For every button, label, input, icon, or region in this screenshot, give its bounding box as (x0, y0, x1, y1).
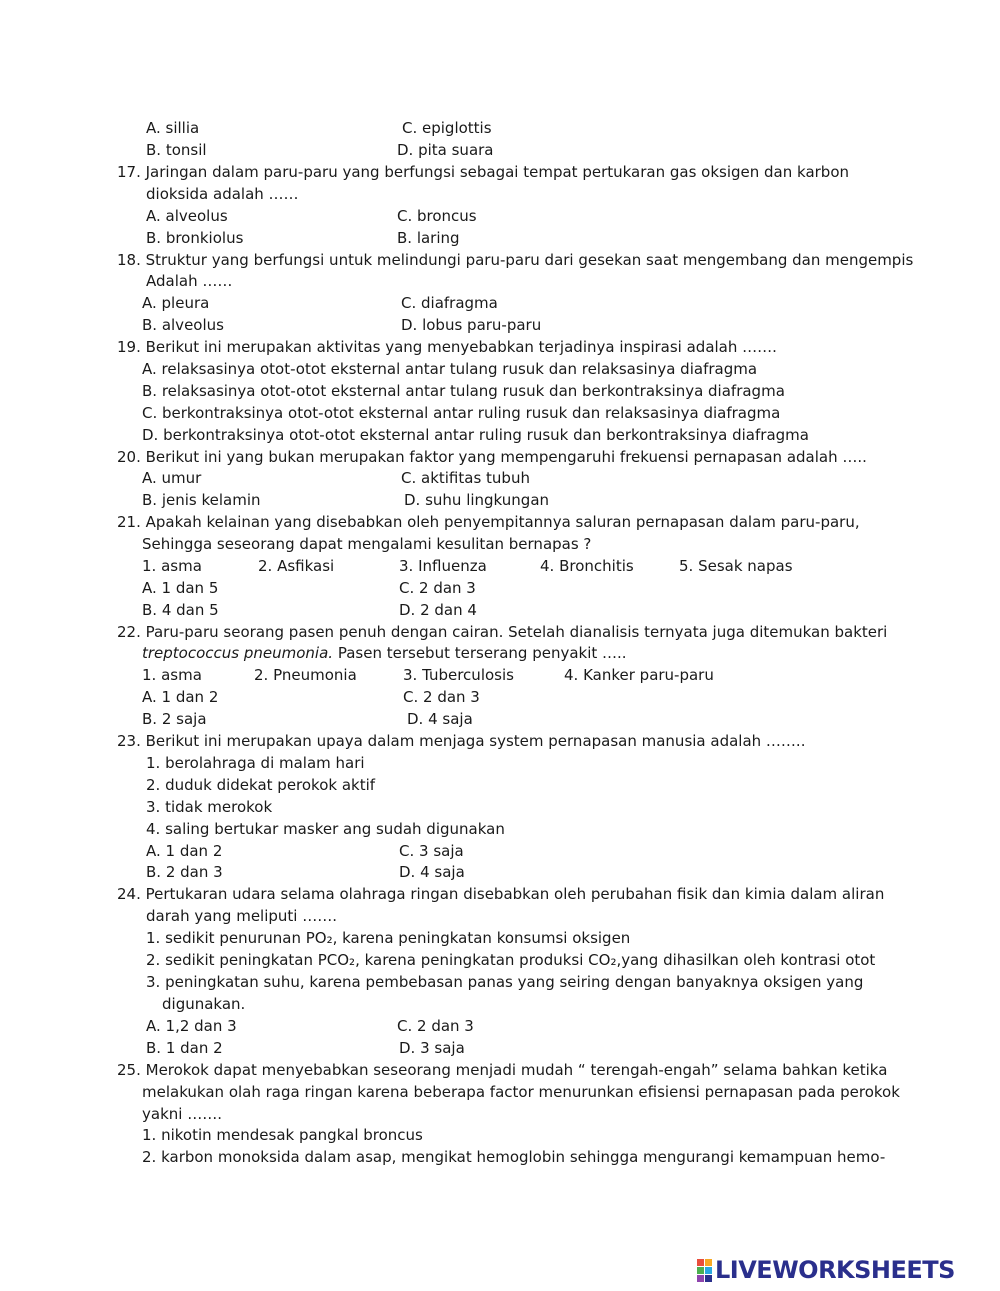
option-line: B. 4 dan 5 (142, 601, 219, 619)
option-line: C. aktifitas tubuh (401, 469, 530, 487)
choice-item: 2. duduk didekat perokok aktif (146, 776, 376, 794)
option-line: C. 2 dan 3 (403, 688, 480, 706)
question-line: Sehingga seseorang dapat mengalami kesulitan bernapas ? (142, 535, 592, 553)
option-line: A. alveolus (146, 207, 228, 225)
species-name: treptococcus pneumonia. (142, 644, 334, 662)
option-line: A. 1,2 dan 3 (146, 1017, 237, 1035)
option-line: C. 2 dan 3 (397, 1017, 474, 1035)
option-line: B. jenis kelamin (142, 491, 261, 509)
option-line: D. 3 saja (399, 1039, 465, 1057)
option-line: A. 1 dan 5 (142, 579, 219, 597)
option-line: B. tonsil (146, 141, 207, 159)
option-line: D. lobus paru-paru (401, 316, 542, 334)
question-18: 18. Struktur yang berfungsi untuk melindungi paru-paru dari gesekan saat mengembang dan mengempis (117, 251, 914, 269)
choice-item: 1. berolahraga di malam hari (146, 754, 365, 772)
option-line: B. relaksasinya otot-otot eksternal antar tulang rusuk dan berkontraksinya diafragma (142, 382, 785, 400)
option-line: A. relaksasinya otot-otot eksternal antar tulang rusuk dan relaksasinya diafragma (142, 360, 758, 378)
choice-item: digunakan. (162, 995, 246, 1013)
option-line: B. 2 dan 3 (146, 863, 223, 881)
option-line: D. 2 dan 4 (399, 601, 477, 619)
question-22: 22. Paru-paru seorang pasen penuh dengan cairan. Setelah dianalisis ternyata juga ditemukan bakteri (117, 623, 888, 641)
choice-item: 1. asma (142, 666, 202, 684)
choice-item: 1. sedikit penurunan PO₂, karena peningkatan konsumsi oksigen (146, 929, 631, 947)
question-text: Pasen tersebut terserang penyakit ….. (337, 644, 627, 662)
question-line: darah yang meliputi ……. (146, 907, 338, 925)
choice-item: 2. Asfikasi (258, 557, 335, 575)
choice-item: 4. Kanker paru-paru (564, 666, 714, 684)
choice-item: 1. asma (142, 557, 202, 575)
question-line: melakukan olah raga ringan karena beberapa factor menurunkan efisiensi pernapasan pada perokok (142, 1083, 900, 1101)
option-line: B. alveolus (142, 316, 224, 334)
question-23: 23. Berikut ini merupakan upaya dalam menjaga system pernapasan manusia adalah …….. (117, 732, 806, 750)
option-line: C. diafragma (401, 294, 498, 312)
option-line: C. berkontraksinya otot-otot eksternal antar ruling rusuk dan relaksasinya diafragma (142, 404, 781, 422)
choice-item: 5. Sesak napas (679, 557, 793, 575)
choice-item: 4. Bronchitis (540, 557, 634, 575)
logo-text: LIVEWORKSHEETS (715, 1256, 955, 1284)
choice-item: 4. saling bertukar masker ang sudah digunakan (146, 820, 505, 838)
liveworksheets-logo (697, 1255, 955, 1285)
choice-item: 2. Pneumonia (254, 666, 357, 684)
option-line: C. 2 dan 3 (399, 579, 476, 597)
option-line: D. berkontraksinya otot-otot eksternal antar ruling rusuk dan berkontraksinya diafragma (142, 426, 809, 444)
option-line: D. 4 saja (399, 863, 465, 881)
option-line: B. bronkiolus (146, 229, 244, 247)
option-line: D. suhu lingkungan (404, 491, 550, 509)
question-19: 19. Berikut ini merupakan aktivitas yang menyebabkan terjadinya inspirasi adalah ……. (117, 338, 777, 356)
choice-item: 3. Tuberculosis (403, 666, 514, 684)
option-line: D. pita suara (397, 141, 494, 159)
option-line: A. sillia (146, 119, 200, 137)
logo-blocks-icon (697, 1259, 712, 1282)
option-line: B. laring (397, 229, 460, 247)
choice-item: 1. nikotin mendesak pangkal broncus (142, 1126, 423, 1144)
option-line: A. umur (142, 469, 202, 487)
choice-item: 2. sedikit peningkatan PCO₂, karena peningkatan produksi CO₂,yang dihasilkan oleh kontrasi otot (146, 951, 876, 969)
question-line: Adalah …… (146, 272, 233, 290)
option-line: A. pleura (142, 294, 210, 312)
option-line: D. 4 saja (407, 710, 473, 728)
option-line: B. 1 dan 2 (146, 1039, 223, 1057)
question-line: yakni ……. (142, 1105, 222, 1123)
choice-item: 2. karbon monoksida dalam asap, mengikat hemoglobin sehingga mengurangi kemampuan hemo- (142, 1148, 886, 1166)
option-line: C. 3 saja (399, 842, 464, 860)
option-line: A. 1 dan 2 (142, 688, 219, 706)
question-20: 20. Berikut ini yang bukan merupakan faktor yang mempengaruhi frekuensi pernapasan adalah ….. (117, 448, 867, 466)
option-line: C. broncus (397, 207, 477, 225)
question-line (142, 643, 627, 663)
question-24: 24. Pertukaran udara selama olahraga ringan disebabkan oleh perubahan fisik dan kimia dalam aliran (117, 885, 885, 903)
choice-item: 3. Influenza (399, 557, 487, 575)
choice-item: 3. tidak merokok (146, 798, 273, 816)
option-line: A. 1 dan 2 (146, 842, 223, 860)
option-line: B. 2 saja (142, 710, 207, 728)
choice-item: 3. peningkatan suhu, karena pembebasan panas yang seiring dengan banyaknya oksigen yang (146, 973, 864, 991)
question-21: 21. Apakah kelainan yang disebabkan oleh penyempitannya saluran pernapasan dalam paru-paru, (117, 513, 860, 531)
question-17: 17. Jaringan dalam paru-paru yang berfungsi sebagai tempat pertukaran gas oksigen dan karbon (117, 163, 850, 181)
question-25: 25. Merokok dapat menyebabkan seseorang menjadi mudah “ terengah-engah” selama bahkan ketika (117, 1061, 888, 1079)
option-line: C. epiglottis (402, 119, 492, 137)
question-line: dioksida adalah …… (146, 185, 299, 203)
